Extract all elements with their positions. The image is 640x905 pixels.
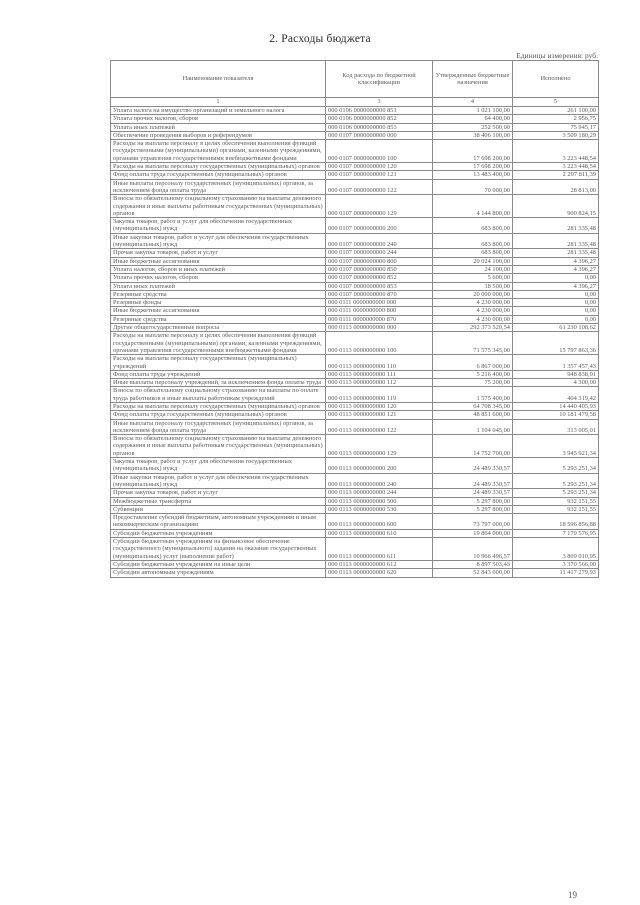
table-row	[111, 514, 599, 530]
table-row	[111, 315, 599, 323]
row-done-cell: 15 797 863,36	[513, 332, 599, 355]
row-done-cell: 11 417 279,93	[513, 569, 599, 577]
row-plan-cell: 683 800,00	[433, 233, 513, 249]
table-row	[111, 179, 599, 195]
row-code-cell: 000 0107 0000000000 852	[326, 274, 433, 282]
row-code-cell: 000 0113 0000000000 620	[326, 569, 433, 577]
row-name-cell: Межбюджетные трансферты	[111, 497, 326, 505]
row-done-cell: 28 813,00	[513, 179, 599, 195]
row-done-cell: 75 945,17	[513, 123, 599, 131]
row-done-cell: 4 396,27	[513, 257, 599, 265]
row-name-cell: Иные закупки товаров, работ и услуг для обеспечения государственных (муниципальных) нужд	[111, 233, 326, 249]
column-number: 5	[513, 98, 599, 107]
budget-expenses-table	[110, 60, 599, 578]
row-plan-cell: 4 230 000,00	[433, 315, 513, 323]
row-name-cell: Резервные средства	[111, 290, 326, 298]
row-done-cell: 404 319,42	[513, 387, 599, 403]
table-row	[111, 307, 599, 315]
table-row	[111, 332, 599, 355]
row-code-cell: 000 0113 0000000000 121	[326, 411, 433, 419]
row-done-cell: 932 151,55	[513, 497, 599, 505]
row-done-cell: 0,00	[513, 307, 599, 315]
row-done-cell: 0,00	[513, 290, 599, 298]
table-row	[111, 290, 599, 298]
table-row	[111, 140, 599, 163]
row-plan-cell: 4 144 800,00	[433, 195, 513, 218]
row-code-cell: 000 0107 0000000000 800	[326, 257, 433, 265]
row-plan-cell: 5 216 400,00	[433, 370, 513, 378]
row-code-cell: 000 0113 0000000000 611	[326, 538, 433, 561]
row-done-cell: 5 293 251,34	[513, 458, 599, 474]
column-number: 1	[111, 98, 326, 107]
row-name-cell: Резервные средства	[111, 315, 326, 323]
row-name-cell: Уплата прочих налогов, сборов	[111, 115, 326, 123]
row-code-cell: 000 0107 0000000000 121	[326, 171, 433, 179]
table-row	[111, 402, 599, 410]
table-row	[111, 529, 599, 537]
row-code-cell: 000 0106 0000000000 853	[326, 123, 433, 131]
table-row	[111, 411, 599, 419]
row-code-cell: 000 0113 0000000000 111	[326, 370, 433, 378]
header-plan: Утвержденные бюджетные назначения	[433, 61, 513, 98]
row-code-cell: 000 0113 0000000000 119	[326, 387, 433, 403]
row-plan-cell: 1 575 400,00	[433, 387, 513, 403]
row-code-cell: 000 0107 0000000000 240	[326, 233, 433, 249]
table-header-row	[111, 61, 599, 98]
row-plan-cell: 17 698 200,00	[433, 140, 513, 163]
row-name-cell: Субсидии бюджетным учреждениям на иные цели	[111, 560, 326, 568]
row-done-cell: 0,00	[513, 315, 599, 323]
row-code-cell: 000 0107 0000000000 129	[326, 195, 433, 218]
row-code-cell: 000 0113 0000000000 000	[326, 324, 433, 332]
row-done-cell: 14 440 405,93	[513, 402, 599, 410]
row-plan-cell: 5 600,00	[433, 274, 513, 282]
row-done-cell: 4 396,27	[513, 265, 599, 273]
row-done-cell: 281 335,48	[513, 218, 599, 234]
row-done-cell: 3 809 010,95	[513, 538, 599, 561]
table-row	[111, 274, 599, 282]
row-done-cell: 3 945 921,34	[513, 435, 599, 458]
row-code-cell: 000 0113 0000000000 530	[326, 505, 433, 513]
row-name-cell: Расходы на выплаты персоналу в целях обеспечения выполнения функций государственными (муниципальными) органами, казенными учреждениями, органами управления государственными внебюджетными фондами	[111, 140, 326, 163]
row-name-cell: Фонд оплаты труда государственных (муниципальных) органов	[111, 171, 326, 179]
row-plan-cell: 20 000 000,00	[433, 290, 513, 298]
row-name-cell: Прочая закупка товаров, работ и услуг	[111, 489, 326, 497]
row-plan-cell: 6 867 000,00	[433, 355, 513, 371]
row-done-cell: 281 335,48	[513, 233, 599, 249]
row-name-cell: Взносы по обязательному социальному страхованию на выплаты по оплате труда работников и иные выплаты работникам учреждений	[111, 387, 326, 403]
row-code-cell: 000 0113 0000000000 610	[326, 529, 433, 537]
row-code-cell: 000 0113 0000000000 612	[326, 560, 433, 568]
table-row	[111, 387, 599, 403]
column-number-row	[111, 98, 599, 107]
row-plan-cell: 38 406 100,00	[433, 131, 513, 139]
row-plan-cell: 252 500,00	[433, 123, 513, 131]
row-plan-cell: 17 698 200,00	[433, 163, 513, 171]
row-name-cell: Взносы по обязательному социальному страхованию на выплаты денежного содержания и иные выплаты работникам государственных (муниципальных) органов	[111, 435, 326, 458]
row-done-cell: 4 396,27	[513, 282, 599, 290]
row-name-cell: Фонд оплаты труда государственных (муниципальных) органов	[111, 411, 326, 419]
table-row	[111, 370, 599, 378]
row-done-cell: 948 838,01	[513, 370, 599, 378]
row-plan-cell: 24 489 330,57	[433, 458, 513, 474]
row-code-cell: 000 0107 0000000000 120	[326, 163, 433, 171]
row-done-cell: 900 824,15	[513, 195, 599, 218]
table-row	[111, 569, 599, 577]
row-plan-cell: 4 230 000,00	[433, 299, 513, 307]
section-title: 2. Расходы бюджета	[269, 33, 371, 45]
row-done-cell: 0,00	[513, 274, 599, 282]
row-plan-cell: 1 104 045,00	[433, 419, 513, 435]
row-done-cell: 10 181 479,58	[513, 411, 599, 419]
table-row	[111, 489, 599, 497]
row-code-cell: 000 0111 0000000000 000	[326, 299, 433, 307]
row-done-cell: 3 509 180,29	[513, 131, 599, 139]
table-row	[111, 123, 599, 131]
row-plan-cell: 18 500,00	[433, 282, 513, 290]
row-code-cell: 000 0107 0000000000 870	[326, 290, 433, 298]
row-done-cell: 313 005,01	[513, 419, 599, 435]
row-code-cell: 000 0113 0000000000 600	[326, 514, 433, 530]
row-code-cell: 000 0113 0000000000 500	[326, 497, 433, 505]
row-done-cell: 5 293 251,34	[513, 473, 599, 489]
row-done-cell: 1 357 457,43	[513, 355, 599, 371]
row-code-cell: 000 0113 0000000000 110	[326, 355, 433, 371]
table-row	[111, 107, 599, 115]
row-code-cell: 000 0113 0000000000 200	[326, 458, 433, 474]
row-code-cell: 000 0113 0000000000 129	[326, 435, 433, 458]
table-row	[111, 299, 599, 307]
row-plan-cell: 5 297 800,00	[433, 497, 513, 505]
row-plan-cell: 20 024 100,00	[433, 257, 513, 265]
row-done-cell: 3 223 448,54	[513, 163, 599, 171]
row-code-cell: 000 0113 0000000000 122	[326, 419, 433, 435]
row-done-cell: 932 151,55	[513, 505, 599, 513]
row-code-cell: 000 0113 0000000000 100	[326, 332, 433, 355]
row-name-cell: Расходы на выплаты персоналу государственных (муниципальных) органов	[111, 163, 326, 171]
row-plan-cell: 64 400,00	[433, 115, 513, 123]
row-code-cell: 000 0107 0000000000 100	[326, 140, 433, 163]
row-plan-cell: 24 489 330,57	[433, 473, 513, 489]
row-plan-cell: 52 843 000,00	[433, 569, 513, 577]
row-name-cell: Предоставление субсидий бюджетным, автономным учреждениям и иным некоммерческим организациям	[111, 514, 326, 530]
row-name-cell: Субсидии бюджетным учреждениям на финансовое обеспечение государственного (муниципального) задания на оказание государственных (муниципальных) услуг (выполнение работ)	[111, 538, 326, 561]
row-done-cell: 261 100,00	[513, 107, 599, 115]
units-note: Единицы измерения: руб.	[516, 51, 598, 60]
table-row	[111, 115, 599, 123]
row-code-cell: 000 0107 0000000000 122	[326, 179, 433, 195]
row-plan-cell: 71 575 345,00	[433, 332, 513, 355]
table-row	[111, 249, 599, 257]
row-name-cell: Субсидии бюджетным учреждениям	[111, 529, 326, 537]
header-name: Наименование показателя	[111, 61, 326, 98]
row-code-cell: 000 0113 0000000000 112	[326, 379, 433, 387]
row-plan-cell: 1 021 100,00	[433, 107, 513, 115]
table-row	[111, 163, 599, 171]
page-number: 19	[568, 890, 577, 900]
table-row	[111, 265, 599, 273]
row-plan-cell: 24 100,00	[433, 265, 513, 273]
row-code-cell: 000 0113 0000000000 244	[326, 489, 433, 497]
row-name-cell: Закупка товаров, работ и услуг для обеспечения государственных (муниципальных) нужд	[111, 458, 326, 474]
row-name-cell: Взносы по обязательному социальному страхованию на выплаты денежного содержания и иные выплаты работникам государственных (муниципальных) органов	[111, 195, 326, 218]
table-row	[111, 560, 599, 568]
row-name-cell: Резервные фонды	[111, 299, 326, 307]
row-name-cell: Иные закупки товаров, работ и услуг для обеспечения государственных (муниципальных) нужд	[111, 473, 326, 489]
row-name-cell: Иные выплаты персоналу государственных (муниципальных) органов, за исключением фонда оплаты труда	[111, 179, 326, 195]
row-name-cell: Иные выплаты персоналу государственных (муниципальных) органов, за исключением фонда оплаты труда	[111, 419, 326, 435]
row-name-cell: Субвенции	[111, 505, 326, 513]
row-code-cell: 000 0106 0000000000 852	[326, 115, 433, 123]
row-done-cell: 3 370 566,00	[513, 560, 599, 568]
row-done-cell: 5 293 251,34	[513, 489, 599, 497]
row-name-cell: Иные бюджетные ассигнования	[111, 257, 326, 265]
table-row	[111, 497, 599, 505]
row-plan-cell: 683 800,00	[433, 249, 513, 257]
row-code-cell: 000 0113 0000000000 120	[326, 402, 433, 410]
table-row	[111, 473, 599, 489]
row-done-cell: 2 956,75	[513, 115, 599, 123]
row-done-cell: 0,00	[513, 299, 599, 307]
table-row	[111, 282, 599, 290]
column-number: 3	[326, 98, 433, 107]
header-code: Код расхода по бюджетной классификации	[326, 61, 433, 98]
table-row	[111, 538, 599, 561]
row-name-cell: Субсидии автономным учреждениям	[111, 569, 326, 577]
row-name-cell: Другие общегосударственные вопросы	[111, 324, 326, 332]
table-row	[111, 505, 599, 513]
row-code-cell: 000 0107 0000000000 850	[326, 265, 433, 273]
row-name-cell: Фонд оплаты труда учреждений	[111, 370, 326, 378]
row-done-cell: 2 297 811,39	[513, 171, 599, 179]
row-plan-cell: 13 483 400,00	[433, 171, 513, 179]
row-done-cell: 61 230 108,62	[513, 324, 599, 332]
row-plan-cell: 5 297 800,00	[433, 505, 513, 513]
row-plan-cell: 14 752 700,00	[433, 435, 513, 458]
row-code-cell: 000 0113 0000000000 240	[326, 473, 433, 489]
row-name-cell: Расходы на выплаты персоналу государственных (муниципальных) органов	[111, 402, 326, 410]
row-plan-cell: 19 864 000,00	[433, 529, 513, 537]
row-name-cell: Закупка товаров, работ и услуг для обеспечения государственных (муниципальных) нужд	[111, 218, 326, 234]
table-row	[111, 458, 599, 474]
row-plan-cell: 292 373 520,54	[433, 324, 513, 332]
row-plan-cell: 64 708 345,00	[433, 402, 513, 410]
row-name-cell: Обеспечение проведения выборов и референдумов	[111, 131, 326, 139]
row-code-cell: 000 0111 0000000000 800	[326, 307, 433, 315]
row-plan-cell: 70 000,00	[433, 179, 513, 195]
table-row	[111, 171, 599, 179]
row-plan-cell: 75 200,00	[433, 379, 513, 387]
row-name-cell: Иные бюджетные ассигнования	[111, 307, 326, 315]
table-row	[111, 419, 599, 435]
row-code-cell: 000 0107 0000000000 000	[326, 131, 433, 139]
table-row	[111, 218, 599, 234]
row-done-cell: 3 223 448,54	[513, 140, 599, 163]
row-name-cell: Уплата иных платежей	[111, 123, 326, 131]
table-row	[111, 435, 599, 458]
row-plan-cell: 24 489 330,57	[433, 489, 513, 497]
row-plan-cell: 683 800,00	[433, 218, 513, 234]
row-done-cell: 281 335,48	[513, 249, 599, 257]
column-number: 4	[433, 98, 513, 107]
row-name-cell: Расходы на выплаты персоналу государственных (муниципальных) учреждений	[111, 355, 326, 371]
table-row	[111, 379, 599, 387]
row-name-cell: Уплата налога на имущество организаций и земельного налога	[111, 107, 326, 115]
row-code-cell: 000 0111 0000000000 870	[326, 315, 433, 323]
table-row	[111, 131, 599, 139]
table-row	[111, 195, 599, 218]
row-plan-cell: 48 851 600,00	[433, 411, 513, 419]
row-plan-cell: 73 797 000,00	[433, 514, 513, 530]
table-row	[111, 324, 599, 332]
row-code-cell: 000 0107 0000000000 244	[326, 249, 433, 257]
table-row	[111, 355, 599, 371]
row-name-cell: Уплата прочих налогов, сборов	[111, 274, 326, 282]
row-code-cell: 000 0106 0000000000 851	[326, 107, 433, 115]
table-row	[111, 233, 599, 249]
row-plan-cell: 10 966 496,57	[433, 538, 513, 561]
row-done-cell: 7 179 576,95	[513, 529, 599, 537]
row-code-cell: 000 0107 0000000000 200	[326, 218, 433, 234]
row-done-cell: 4 300,00	[513, 379, 599, 387]
row-code-cell: 000 0107 0000000000 853	[326, 282, 433, 290]
row-plan-cell: 8 897 503,43	[433, 560, 513, 568]
row-plan-cell: 4 230 000,00	[433, 307, 513, 315]
row-name-cell: Расходы на выплаты персоналу в целях обеспечения выполнения функций государственными (муниципальными) органами, казенными учреждениями, органами управления государственными внебюджетными фондами	[111, 332, 326, 355]
row-done-cell: 18 596 856,88	[513, 514, 599, 530]
table-row	[111, 257, 599, 265]
row-name-cell: Уплата иных платежей	[111, 282, 326, 290]
row-name-cell: Прочая закупка товаров, работ и услуг	[111, 249, 326, 257]
row-name-cell: Иные выплаты персоналу учреждений, за исключением фонда оплаты труда	[111, 379, 326, 387]
row-name-cell: Уплата налогов, сборов и иных платежей	[111, 265, 326, 273]
header-done: Исполнено	[513, 61, 599, 98]
